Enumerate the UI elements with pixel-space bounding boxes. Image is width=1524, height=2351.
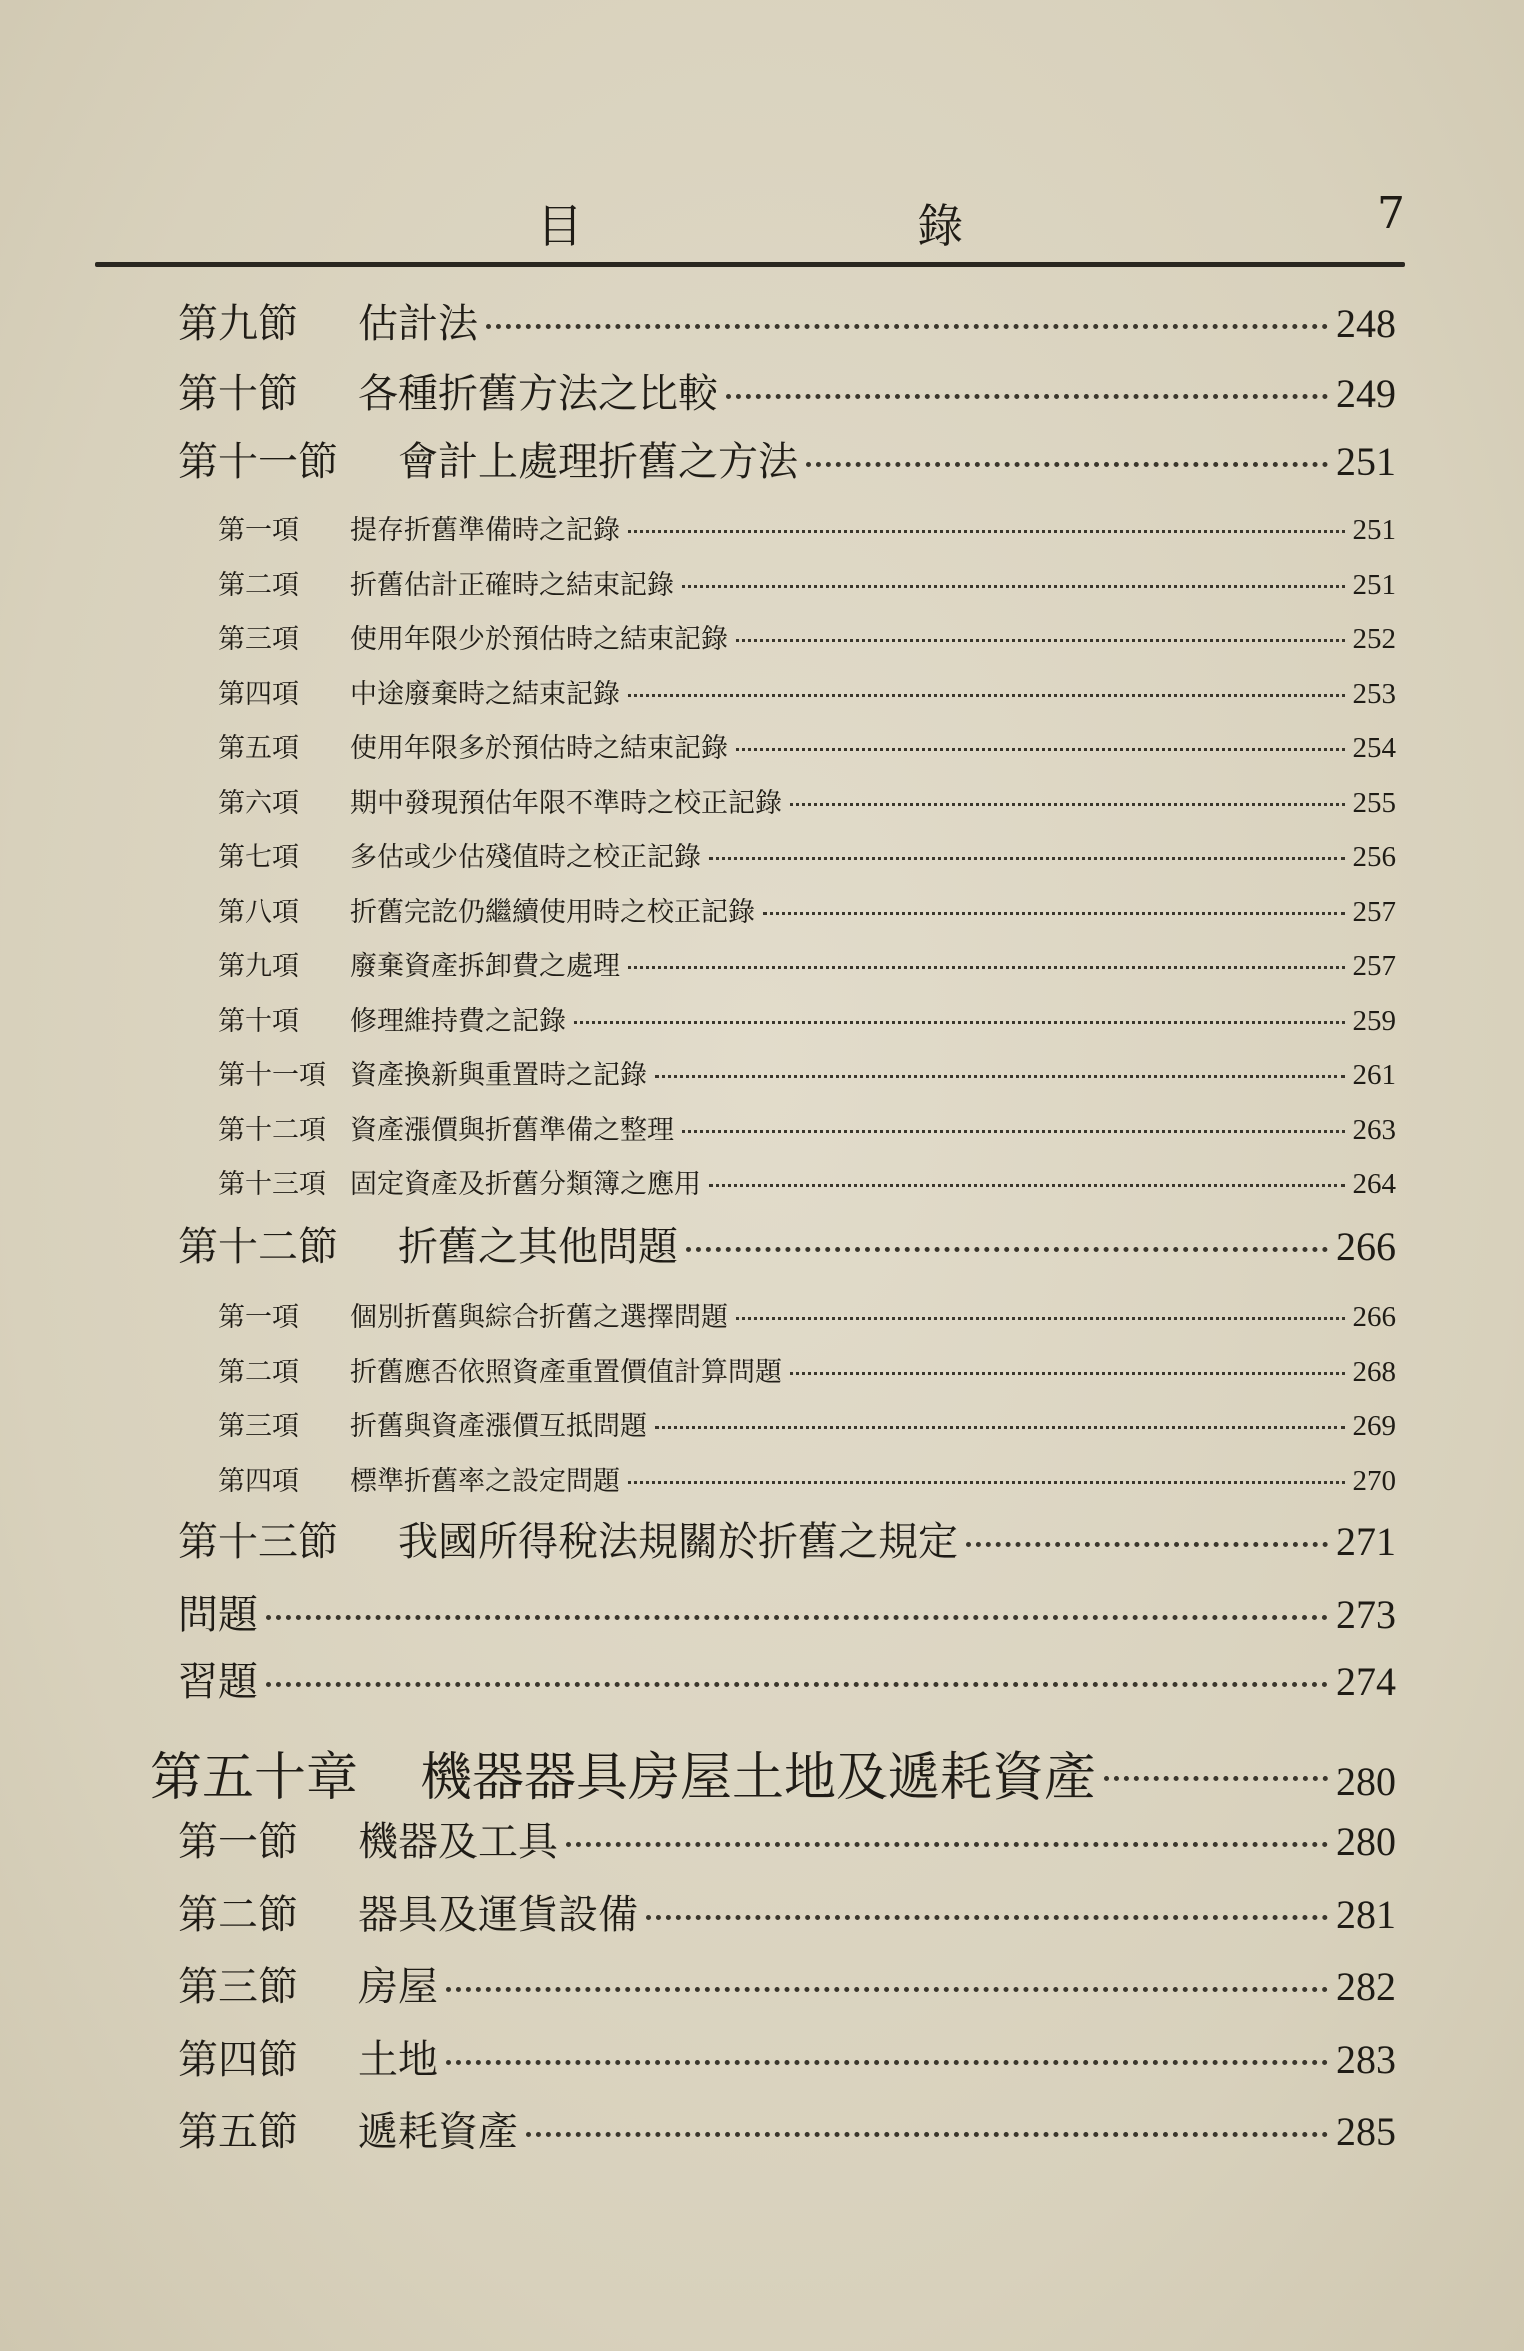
entry-title: 中途廢棄時之結束記錄: [350, 679, 620, 710]
dot-leader: [266, 1615, 1328, 1620]
entry-title: 廢棄資產拆卸費之處理: [350, 951, 620, 982]
dot-leader: [574, 1021, 1345, 1024]
entry-page-number: 257: [1352, 950, 1396, 982]
dot-leader: [628, 530, 1345, 533]
entry-label: 第七項: [218, 842, 299, 873]
toc-subitem: [218, 1459, 1396, 1498]
entry-title: 機器器具房屋土地及遞耗資產: [420, 1748, 1097, 1808]
dot-leader: [736, 748, 1345, 751]
entry-title: 我國所得稅法規關於折舊之規定: [398, 1519, 958, 1565]
entry-page-number: 251: [1352, 514, 1396, 546]
dot-leader: [966, 1542, 1328, 1547]
dot-leader: [682, 585, 1345, 588]
entry-label: 第十三項: [218, 1169, 326, 1200]
entry-page-number: 274: [1336, 1659, 1396, 1704]
entry-label: 第二節: [178, 1892, 298, 1938]
toc-subitem: [218, 617, 1396, 656]
entry-title: 折舊與資產漲價互抵問題: [350, 1411, 647, 1442]
dot-leader: [655, 1426, 1345, 1429]
entry-label: 問題: [178, 1592, 258, 1638]
entry-label: 第十節: [178, 371, 298, 417]
entry-title: 器具及運貨設備: [358, 1892, 638, 1938]
entry-title: 機器及工具: [358, 1819, 558, 1865]
entry-page-number: 266: [1336, 1224, 1396, 1269]
entry-title: 折舊之其他問題: [398, 1224, 678, 1270]
toc-subitem: [218, 563, 1396, 602]
dot-leader: [628, 966, 1345, 969]
entry-label: 第六項: [218, 788, 299, 819]
entry-page-number: 268: [1352, 1356, 1396, 1388]
entry-title: 期中發現預估年限不準時之校正記錄: [350, 788, 782, 819]
entry-page-number: 280: [1336, 1819, 1396, 1864]
entry-label: 第十一節: [178, 439, 338, 485]
dot-leader: [655, 1075, 1345, 1078]
page-number: 7: [1377, 188, 1405, 239]
entry-label: 第五十章: [150, 1748, 359, 1808]
toc-entry: [178, 1650, 1396, 1707]
toc-entry: [178, 1510, 1396, 1567]
entry-label: 第二項: [218, 570, 299, 601]
entry-title: 標準折舊率之設定問題: [350, 1466, 620, 1497]
dot-leader: [446, 1987, 1328, 1992]
toc-entry: [178, 430, 1396, 487]
dot-leader: [1104, 1776, 1328, 1781]
entry-label: 第四節: [178, 2037, 298, 2083]
toc-entry: [178, 1883, 1396, 1940]
entry-page-number: 251: [1336, 439, 1396, 484]
toc-subitem: [218, 1350, 1396, 1389]
entry-page-number: 255: [1352, 787, 1396, 819]
toc-entry: [178, 2028, 1396, 2085]
entry-label: 第五項: [218, 733, 299, 764]
toc-subitem: [218, 999, 1396, 1038]
dot-leader: [736, 639, 1345, 642]
entry-title: 估計法: [358, 301, 478, 347]
entry-page-number: 270: [1352, 1465, 1396, 1497]
entry-title: 多估或少估殘值時之校正記錄: [350, 842, 701, 873]
entry-title: 各種折舊方法之比較: [358, 371, 718, 417]
dot-leader: [682, 1130, 1345, 1133]
toc-subitem: [218, 1295, 1396, 1334]
entry-page-number: 261: [1352, 1059, 1396, 1091]
entry-label: 第五節: [178, 2109, 298, 2155]
entry-page-number: 256: [1352, 841, 1396, 873]
toc-subitem: [218, 508, 1396, 547]
toc-entry: [178, 362, 1396, 419]
entry-title: 個別折舊與綜合折舊之選擇問題: [350, 1302, 728, 1333]
entry-label: 第三項: [218, 624, 299, 655]
toc-subitem: [218, 890, 1396, 929]
entry-page-number: 282: [1336, 1964, 1396, 2009]
entry-label: 習題: [178, 1659, 258, 1705]
entry-title: 使用年限少於預估時之結束記錄: [350, 624, 728, 655]
header-rule: [95, 262, 1405, 267]
entry-label: 第一項: [218, 1302, 299, 1333]
entry-label: 第三項: [218, 1411, 299, 1442]
dot-leader: [806, 462, 1328, 467]
entry-label: 第十項: [218, 1006, 299, 1037]
dot-leader: [726, 394, 1328, 399]
entry-label: 第三節: [178, 1964, 298, 2010]
toc-subitem: [218, 1108, 1396, 1147]
dot-leader: [526, 2132, 1328, 2137]
toc-entry: [178, 2100, 1396, 2157]
entry-title: 資產換新與重置時之記錄: [350, 1060, 647, 1091]
entry-label: 第一節: [178, 1819, 298, 1865]
entry-page-number: 285: [1336, 2109, 1396, 2154]
toc-entry: [178, 1810, 1396, 1867]
entry-label: 第四項: [218, 679, 299, 710]
toc-entry: [178, 292, 1396, 349]
entry-title: 遞耗資產: [358, 2109, 518, 2155]
entry-title: 折舊完訖仍繼續使用時之校正記錄: [350, 897, 755, 928]
dot-leader: [646, 1915, 1328, 1920]
entry-title: 提存折舊準備時之記錄: [350, 515, 620, 546]
dot-leader: [446, 2060, 1328, 2065]
entry-page-number: 252: [1352, 623, 1396, 655]
entry-page-number: 254: [1352, 732, 1396, 764]
entry-page-number: 264: [1352, 1168, 1396, 1200]
dot-leader: [628, 694, 1345, 697]
dot-leader: [486, 324, 1328, 329]
entry-page-number: 263: [1352, 1114, 1396, 1146]
dot-leader: [709, 857, 1345, 860]
toc-chapter: [150, 1735, 1396, 1810]
dot-leader: [566, 1842, 1328, 1847]
entry-label: 第九節: [178, 301, 298, 347]
entry-page-number: 251: [1352, 569, 1396, 601]
dot-leader: [709, 1184, 1345, 1187]
entry-label: 第四項: [218, 1466, 299, 1497]
entry-label: 第二項: [218, 1357, 299, 1388]
entry-page-number: 249: [1336, 371, 1396, 416]
entry-label: 第十二節: [178, 1224, 338, 1270]
toc-subitem: [218, 835, 1396, 874]
dot-leader: [790, 1372, 1345, 1375]
entry-page-number: 266: [1352, 1301, 1396, 1333]
toc-subitem: [218, 944, 1396, 983]
toc-subitem: [218, 672, 1396, 711]
entry-page-number: 259: [1352, 1005, 1396, 1037]
entry-title: 資產漲價與折舊準備之整理: [350, 1115, 674, 1146]
toc-subitem: [218, 1162, 1396, 1201]
entry-title: 固定資產及折舊分類簿之應用: [350, 1169, 701, 1200]
entry-title: 折舊估計正確時之結束記錄: [350, 570, 674, 601]
entry-page-number: 257: [1352, 896, 1396, 928]
toc-subitem: [218, 726, 1396, 765]
entry-title: 會計上處理折舊之方法: [398, 439, 798, 485]
dot-leader: [266, 1682, 1328, 1687]
entry-title: 折舊應否依照資產重置價值計算問題: [350, 1357, 782, 1388]
dot-leader: [790, 803, 1345, 806]
dot-leader: [628, 1481, 1345, 1484]
toc-subitem: [218, 1053, 1396, 1092]
entry-label: 第一項: [218, 515, 299, 546]
entry-page-number: 271: [1336, 1519, 1396, 1564]
dot-leader: [763, 912, 1345, 915]
entry-title: 土地: [358, 2037, 438, 2083]
toc-subitem: [218, 1404, 1396, 1443]
entry-title: 房屋: [358, 1964, 438, 2010]
dot-leader: [736, 1317, 1345, 1320]
entry-label: 第八項: [218, 897, 299, 928]
entry-page-number: 283: [1336, 2037, 1396, 2082]
toc-entry: [178, 1215, 1396, 1272]
entry-title: 修理維持費之記錄: [350, 1006, 566, 1037]
toc-subitem: [218, 781, 1396, 820]
dot-leader: [686, 1247, 1328, 1252]
page-title: 目 錄: [536, 199, 1124, 253]
entry-page-number: 273: [1336, 1592, 1396, 1637]
entry-page-number: 248: [1336, 301, 1396, 346]
toc-entry: [178, 1583, 1396, 1640]
toc-entry: [178, 1955, 1396, 2012]
entry-title: 使用年限多於預估時之結束記錄: [350, 733, 728, 764]
entry-label: 第九項: [218, 951, 299, 982]
entry-label: 第十一項: [218, 1060, 326, 1091]
entry-page-number: 280: [1336, 1759, 1396, 1804]
entry-page-number: 269: [1352, 1410, 1396, 1442]
page-header: [95, 180, 1405, 253]
entry-page-number: 281: [1336, 1892, 1396, 1937]
entry-label: 第十二項: [218, 1115, 326, 1146]
entry-page-number: 253: [1352, 678, 1396, 710]
entry-label: 第十三節: [178, 1519, 338, 1565]
